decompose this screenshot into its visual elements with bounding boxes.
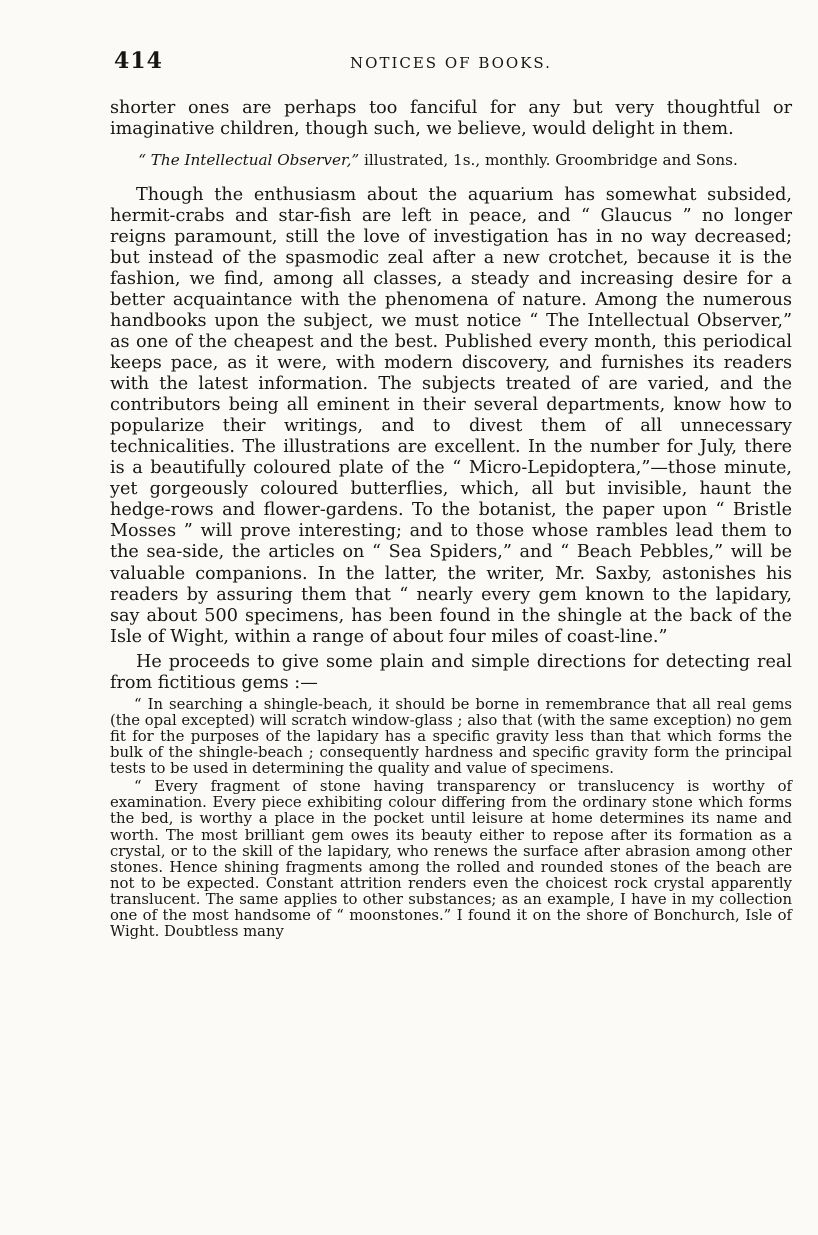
block-quote-2: “ Every fragment of stone having transparency or translucency is worthy of examination. Every piece exhibiting colour differing from the ordinary stone which forms the bed, is worthy a place in the pocket until leisure at home determines its name and worth. The most brilliant gem owes its beauty either to repose after its formation as a crystal, or to the skill of the lapidary, who renews the surface after abrasion among other stones. Hence shining fragments among the rolled and rounded stones of the beach are not to be expected. Constant attrition renders even the choicest rock crystal apparently translucent. The same applies to other substances; as an example, I have in my collection one of the most handsome of “ moonstones.” I found it on the shore of Bonchurch, Isle of Wight. Doubtless many xyxy=(110,778,792,941)
page-body xyxy=(110,98,792,940)
paragraph-directions: He proceeds to give some plain and simple directions for detecting real from fictitious gems :— xyxy=(110,651,792,693)
paragraph-continued: shorter ones are perhaps too fanciful for any but very thoughtful or imaginative children, though such, we believe, would delight in them. xyxy=(110,98,792,140)
paragraph-review: Though the enthusiasm about the aquarium has somewhat subsided, hermit-crabs and star-fish are left in peace, and “ Glaucus ” no longer reigns paramount, still the love of investigation has in no way decreased; but instead of the spasmodic zeal after a new crotchet, because it is the fashion, we find, among all classes, a steady and increasing desire for a better acquaintance with the phenomena of nature. Among the numerous handbooks upon the subject, we must notice “ The Intellectual Observer,” as one of the cheapest and the best. Published every month, this periodical keeps pace, as it were, with modern discovery, and furnishes its readers with the latest information. The subjects treated of are varied, and the contributors being all eminent in their several departments, know how to popularize their writings, and to divest them of all unnecessary technicalities. The illustrations are excellent. In the number for July, there is a beautifully coloured plate of the “ Micro-Lepidoptera,”—those minute, yet gorgeously coloured butterflies, which, all but invisible, haunt the hedge-rows and flower-gardens. To the botanist, the paper upon “ Bristle Mosses ” will prove interesting; and to those whose rambles lead them to the sea-side, the articles on “ Sea Spiders,” and “ Beach Pebbles,” will be valuable companions. In the latter, the writer, Mr. Saxby, astonishes his readers by assuring them that “ nearly every gem known to the lapidary, say about 500 specimens, has been found in the shingle at the back of the Isle of Wight, within a range of about four miles of coast-line.” xyxy=(110,184,792,647)
block-quote-1: “ In searching a shingle-beach, it should be borne in remembrance that all real gems (the opal excepted) will scratch window-glass ; also that (with the same exception) no gem fit for the purposes of the lapidary has a specific gravity less than that which forms the bulk of the shingle-beach ; consequently hardness and specific gravity form the principal tests to be used in determining the quality and value of specimens. xyxy=(110,695,792,778)
book-notice-title: “ The Intellectual Observer,” xyxy=(138,151,360,170)
page-header xyxy=(110,48,792,78)
book-notice-details: illustrated, 1s., monthly. Groombridge and Sons. xyxy=(359,151,738,170)
page-number: 414 xyxy=(114,48,163,74)
book-notice-heading xyxy=(110,152,792,170)
running-head: NOTICES OF BOOKS. xyxy=(350,54,552,72)
